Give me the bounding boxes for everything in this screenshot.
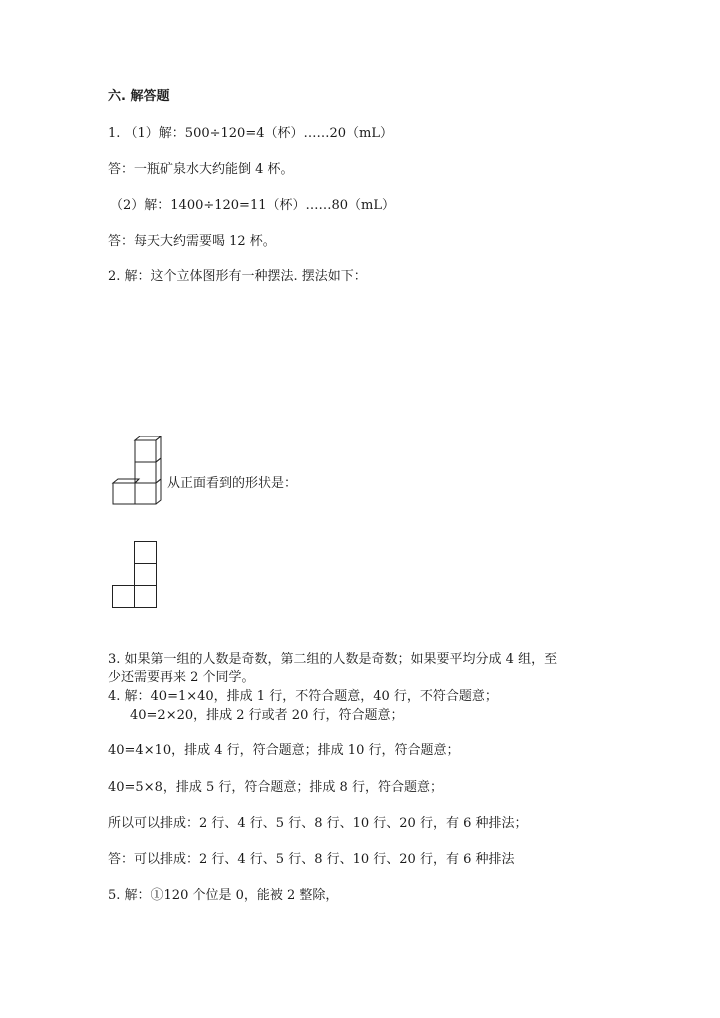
q3-line1: 3. 如果第一组的人数是奇数，第二组的人数是奇数；如果要平均分成 4 组，至 <box>108 652 558 667</box>
q2-intro: 2. 解：这个立体图形有一种摆法. 摆法如下： <box>108 269 367 284</box>
cube-stack-figure <box>108 436 168 508</box>
q4-answer: 答：可以排成：2 行、4 行、5 行、8 行、10 行、20 行，有 6 种排法 <box>108 852 515 867</box>
q5-line1: 5. 解：①120 个位是 0，能被 2 整除， <box>108 888 339 903</box>
q4-line2: 40=2×20，排成 2 行或者 20 行，符合题意； <box>130 708 404 723</box>
section-title: 六. 解答题 <box>108 89 170 104</box>
q1-answer1: 答：一瓶矿泉水大约能倒 4 杯。 <box>108 162 294 177</box>
q2-caption: 从正面看到的形状是： <box>167 476 298 491</box>
q1-part2: （2）解：1400÷120=11（杯）……80（mL） <box>110 198 395 213</box>
q4-line5: 所以可以排成：2 行、4 行、5 行、8 行、10 行、20 行，有 6 种排法； <box>108 816 528 831</box>
q4-line4: 40=5×8，排成 5 行，符合题意；排成 8 行，符合题意； <box>108 780 443 795</box>
q3-line2: 少还需要再来 2 个同学。 <box>108 670 255 685</box>
front-view-figure <box>112 541 160 611</box>
q4-line1: 4. 解：40=1×40，排成 1 行，不符合题意，40 行，不符合题意； <box>108 689 498 704</box>
q1-answer2: 答：每天大约需要喝 12 杯。 <box>108 234 276 249</box>
q1-part1: 1. （1）解：500÷120=4（杯）……20（mL） <box>108 126 393 141</box>
q4-line3: 40=4×10，排成 4 行，符合题意；排成 10 行，符合题意； <box>108 743 460 758</box>
